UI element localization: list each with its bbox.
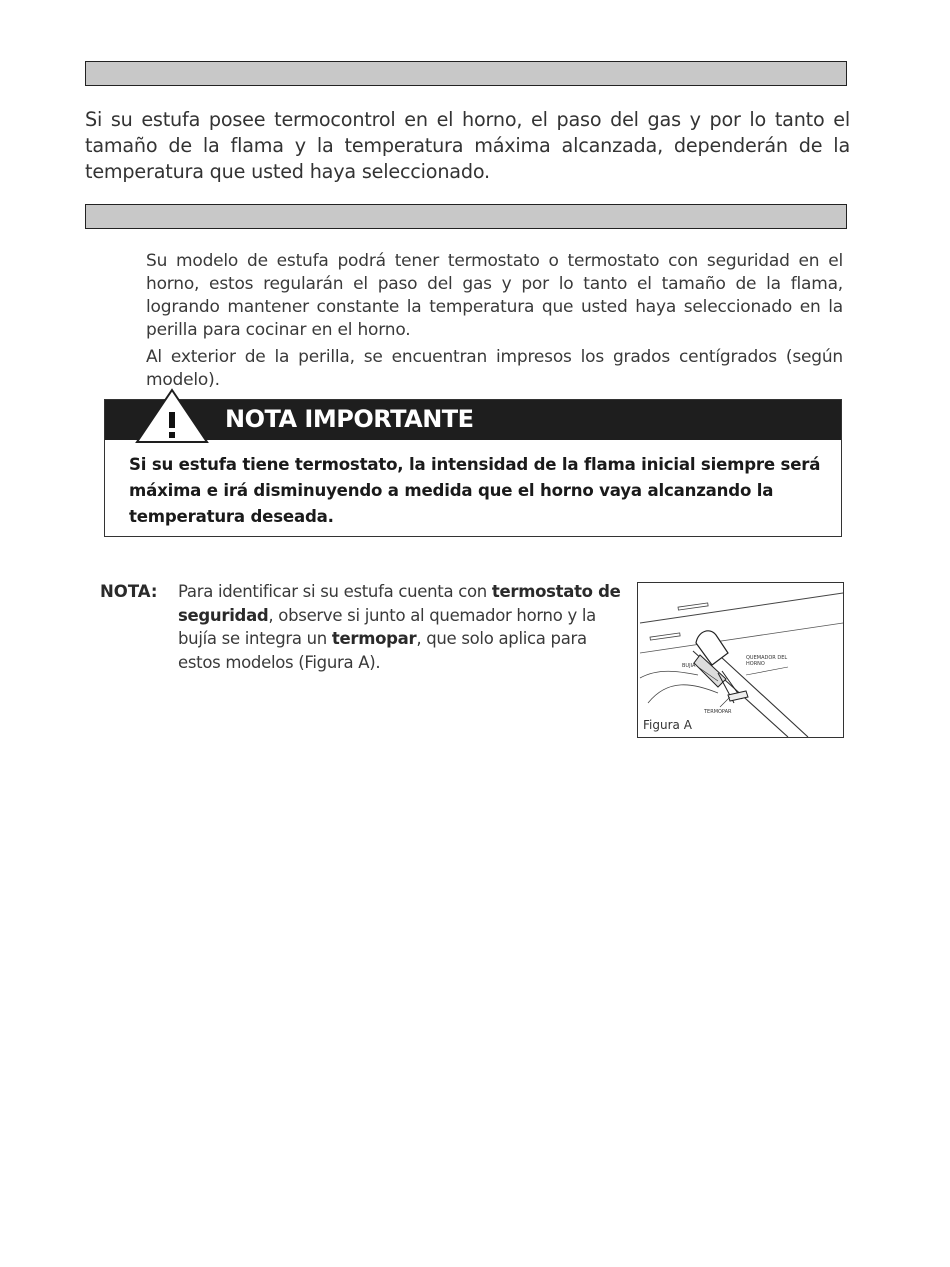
section2-paragraph-2: Al exterior de la perilla, se encuentran impresos los grados centígrados (según modelo). bbox=[146, 347, 843, 390]
figure-a-illustration bbox=[638, 583, 844, 738]
section2-paragraph-1: Su modelo de estufa podrá tener termostato o termostato con seguridad en el horno, estos regularán el paso del gas y por lo tanto el tamaño de la flama, logrando mantener constante la temperatura que usted haya seleccionado en la perilla para cocinar en el horno. bbox=[146, 251, 843, 340]
section-header-bar-2 bbox=[85, 204, 847, 229]
nota-bold-term: termostato de seguridad bbox=[178, 582, 621, 625]
figure-caption: Figura A bbox=[643, 718, 692, 732]
nota-text bbox=[178, 580, 630, 674]
important-note-body: Si su estufa tiene termostato, la intensidad de la flama inicial siempre será máxima e irá disminuyendo a medida que el horno vaya alcanzando la temperatura deseada. bbox=[129, 455, 821, 526]
figure-label-spark: BUJIA bbox=[682, 663, 696, 669]
section1-paragraph: Si su estufa posee termocontrol en el horno, el paso del gas y por lo tanto el tamaño de la flama y la temperatura máxima alcanzada, dependerán de la temperatura que usted haya seleccionado. bbox=[85, 108, 850, 183]
important-note-title: NOTA IMPORTANTE bbox=[225, 405, 474, 433]
nota-bold-term: termopar bbox=[331, 629, 417, 648]
important-note-box bbox=[104, 399, 842, 537]
section-header-bar-1 bbox=[85, 61, 847, 86]
nota-label: NOTA: bbox=[100, 582, 158, 601]
nota-text-part: Para identificar si su estufa cuenta con bbox=[178, 582, 492, 601]
figure-label-thermocouple: TERMOPAR bbox=[704, 709, 732, 715]
figure-a bbox=[637, 582, 844, 738]
figure-label-burner: QUEMADOR DEL HORNO bbox=[746, 655, 788, 667]
nota-text-part: , que solo aplica para estos modelos (Figura A). bbox=[178, 629, 587, 672]
warning-triangle-icon bbox=[135, 388, 209, 444]
nota-text-part: , observe si junto al quemador horno y la bujía se integra un bbox=[178, 605, 596, 648]
